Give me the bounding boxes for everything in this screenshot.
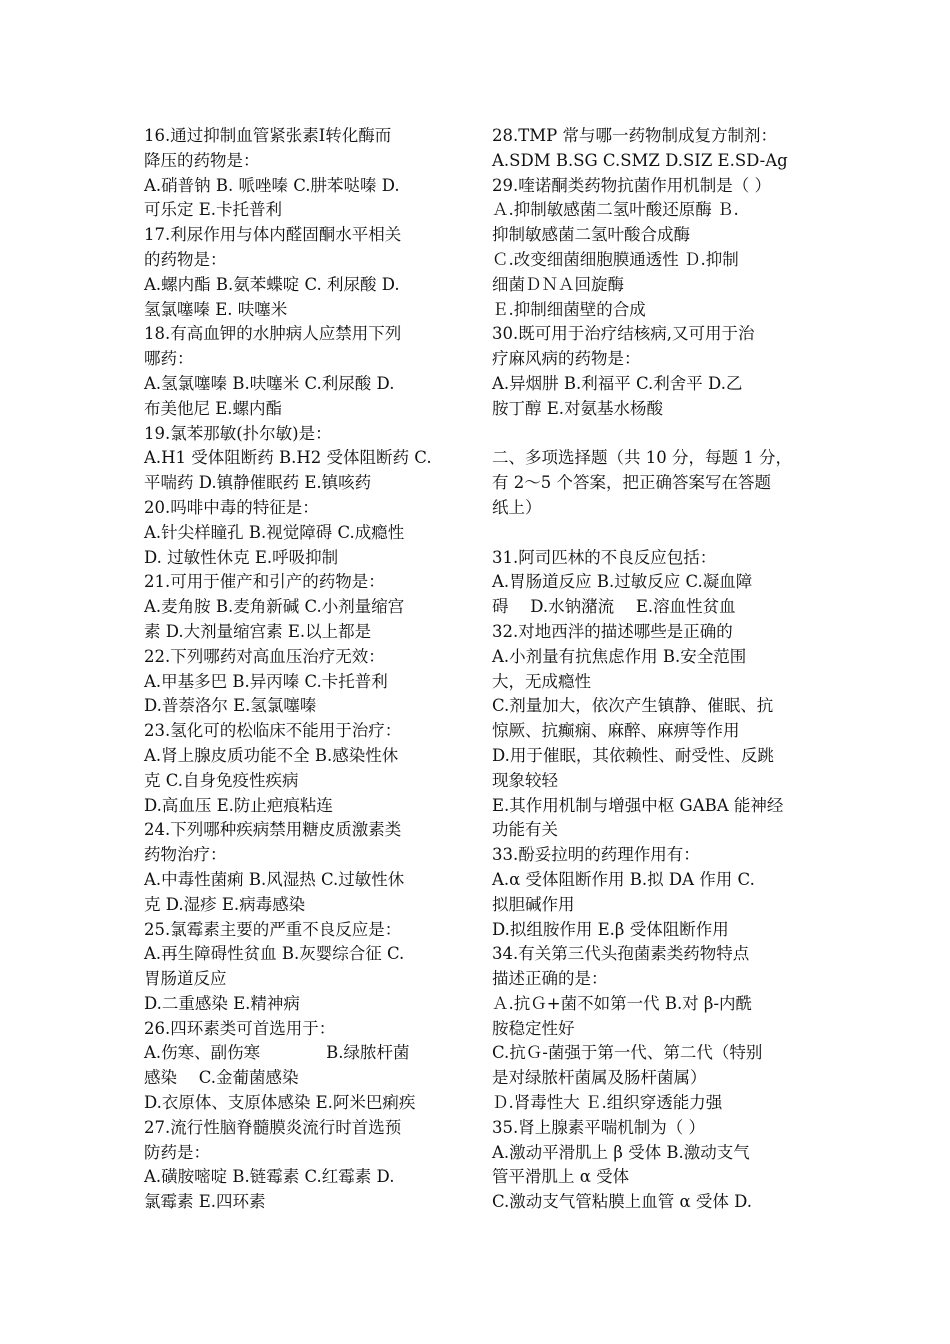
text-line: 氢氯噻嗪 E. 呋噻米 bbox=[144, 299, 288, 319]
text-line: Ａ.抗Ｇ+菌不如第一代 B.对 β-内酰 bbox=[492, 993, 753, 1013]
text-line: 氯霉素 E.四环素 bbox=[144, 1192, 266, 1212]
text-line: A.甲基多巴 B.异丙嗪 C.卡托普利 bbox=[144, 671, 388, 691]
text-line: 平喘药 D.镇静催眠药 E.镇咳药 bbox=[144, 473, 372, 493]
text-line: 二、多项选择题（共 10 分，每题 1 分， bbox=[492, 448, 792, 468]
text-line: 30.既可用于治疗结核病,又可用于治 bbox=[492, 324, 755, 344]
text-line: A.小剂量有抗焦虑作用 B.安全范围 bbox=[492, 646, 747, 666]
text-line: 碍 D.水钠潴流 E.溶血性贫血 bbox=[492, 597, 736, 617]
text-line: 现象较轻 bbox=[492, 770, 558, 790]
text-line: A.伤寒、副伤寒 B.绿脓杆菌 bbox=[144, 1043, 410, 1063]
text-line: 功能有关 bbox=[492, 820, 558, 840]
text-line: 感染 C.金葡菌感染 bbox=[144, 1068, 299, 1088]
text-line: 17.利尿作用与体内醛固酮水平相关 bbox=[144, 225, 402, 245]
text-line bbox=[492, 422, 810, 447]
text-line: A.中毒性菌痢 B.风湿热 C.过敏性休 bbox=[144, 869, 405, 889]
text-line: 19.氯苯那敏(扑尔敏)是： bbox=[144, 423, 332, 443]
text-line: 细菌ＤＮＡ回旋酶 bbox=[492, 274, 624, 294]
text-line: A.硝普钠 B. 哌唑嗪 C.肼苯哒嗪 D. bbox=[144, 175, 400, 195]
text-line: A.H1 受体阻断药 B.H2 受体阻断药 C. bbox=[144, 448, 432, 468]
text-line: A.α 受体阻断作用 B.拟 DA 作用 C. bbox=[492, 869, 755, 889]
text-line: 胃肠道反应 bbox=[144, 969, 227, 989]
text-line: Ｅ.抑制细菌壁的合成 bbox=[492, 299, 646, 319]
text-line: 纸上） bbox=[492, 497, 542, 517]
text-line: D.衣原体、支原体感染 E.阿米巴痢疾 bbox=[144, 1093, 416, 1113]
text-line: 23.氢化可的松临床不能用于治疗： bbox=[144, 721, 402, 741]
text-line: 24.下列哪种疾病禁用糖皮质激素类 bbox=[144, 820, 402, 840]
text-line: 18.有高血钾的水肿病人应禁用下列 bbox=[144, 324, 402, 344]
text-line: A.氢氯噻嗪 B.呋噻米 C.利尿酸 D. bbox=[144, 373, 395, 393]
text-line: 31.阿司匹林的不良反应包括： bbox=[492, 547, 717, 567]
text-line: 可乐定 E.卡托普利 bbox=[144, 200, 283, 220]
text-line: C.抗Ｇ-菌强于第一代、第二代（特别 bbox=[492, 1043, 763, 1063]
text-line: 26.四环素类可首选用于： bbox=[144, 1018, 336, 1038]
text-line: 哪药： bbox=[144, 349, 194, 369]
text-line: 大，无成瘾性 bbox=[492, 671, 591, 691]
text-line: 25.氯霉素主要的严重不良反应是： bbox=[144, 919, 402, 939]
text-line: 34.有关第三代头孢菌素类药物特点 bbox=[492, 944, 750, 964]
text-line: 20.吗啡中毒的特征是： bbox=[144, 497, 319, 517]
text-line: 的药物是： bbox=[144, 249, 227, 269]
text-line: A.磺胺嘧啶 B.链霉素 C.红霉素 D. bbox=[144, 1167, 395, 1187]
text-line: Ｄ.肾毒性大 Ｅ.组织穿透能力强 bbox=[492, 1093, 723, 1113]
text-line: D.普萘洛尔 E.氢氯噻嗪 bbox=[144, 696, 317, 716]
text-line: 药物治疗： bbox=[144, 845, 227, 865]
text-line: Ａ.抑制敏感菌二氢叶酸还原酶 Ｂ. bbox=[492, 200, 739, 220]
text-line: 35.肾上腺素平喘机制为（ ） bbox=[492, 1117, 705, 1137]
text-line: 克 C.自身免疫性疾病 bbox=[144, 770, 299, 790]
text-line: 描述正确的是： bbox=[492, 969, 608, 989]
text-line: 27.流行性脑脊髓膜炎流行时首选预 bbox=[144, 1117, 402, 1137]
text-line: 疗麻风病的药物是： bbox=[492, 349, 641, 369]
text-line: 29.喹诺酮类药物抗菌作用机制是（ ） bbox=[492, 175, 771, 195]
text-line: A.SDM B.SG C.SMZ D.SIZ E.SD-Ag bbox=[492, 150, 788, 170]
text-line: 降压的药物是： bbox=[144, 150, 260, 170]
text-line: 胺稳定性好 bbox=[492, 1018, 575, 1038]
text-line: C.激动支气管粘膜上血管 α 受体 D. bbox=[492, 1192, 753, 1212]
text-line: A.麦角胺 B.麦角新碱 C.小剂量缩宫 bbox=[144, 597, 405, 617]
text-line: D.二重感染 E.精神病 bbox=[144, 993, 300, 1013]
text-line bbox=[492, 521, 810, 546]
text-line: 胺丁醇 E.对氨基水杨酸 bbox=[492, 398, 664, 418]
text-line: 有 2～5 个答案，把正确答案写在答题 bbox=[492, 473, 771, 493]
text-line: 布美他尼 E.螺内酯 bbox=[144, 398, 283, 418]
text-line: 33.酚妥拉明的药理作用有： bbox=[492, 845, 700, 865]
text-line: 16.通过抑制血管紧张素Ⅰ转化酶而 bbox=[144, 126, 392, 145]
text-line: A.异烟肼 B.利福平 C.利舍平 D.乙 bbox=[492, 373, 743, 393]
text-line: A.胃肠道反应 B.过敏反应 C.凝血障 bbox=[492, 572, 753, 592]
text-line: Ｃ.改变细菌细胞膜通透性 Ｄ.抑制 bbox=[492, 249, 739, 269]
text-line: 防药是： bbox=[144, 1142, 210, 1162]
text-line: A.螺内酯 B.氨苯蝶啶 C. 利尿酸 D. bbox=[144, 274, 400, 294]
text-line: D. 过敏性休克 E.呼吸抑制 bbox=[144, 547, 339, 567]
text-line: 22.下列哪药对高血压治疗无效： bbox=[144, 646, 385, 666]
text-line: A.针尖样瞳孔 B.视觉障碍 C.成瘾性 bbox=[144, 522, 405, 542]
text-line: 32.对地西泮的描述哪些是正确的 bbox=[492, 621, 733, 641]
text-line: E.其作用机制与增强中枢 GABA 能神经 bbox=[492, 795, 784, 815]
text-line: 素 D.大剂量缩宫素 E.以上都是 bbox=[144, 621, 372, 641]
text-line: 28.TMP 常与哪一药物制成复方制剂： bbox=[492, 126, 777, 145]
text-line: A.再生障碍性贫血 B.灰婴综合征 C. bbox=[144, 944, 405, 964]
text-line: D.用于催眠，其依赖性、耐受性、反跳 bbox=[492, 745, 774, 765]
text-line: A.肾上腺皮质功能不全 B.感染性休 bbox=[144, 745, 399, 765]
text-line: 是对绿脓杆菌属及肠杆菌属） bbox=[492, 1068, 707, 1088]
text-line: 克 D.湿疹 E.病毒感染 bbox=[144, 894, 306, 914]
right-column bbox=[492, 124, 810, 1215]
text-line: 拟胆碱作用 bbox=[492, 894, 575, 914]
text-line: 21.可用于催产和引产的药物是： bbox=[144, 572, 385, 592]
left-column bbox=[144, 124, 462, 1215]
text-line: 管平滑肌上 α 受体 bbox=[492, 1167, 630, 1187]
text-line: D.拟组胺作用 E.β 受体阻断作用 bbox=[492, 919, 729, 939]
text-line: 惊厥、抗癫痫、麻醉、麻痹等作用 bbox=[492, 721, 740, 741]
text-line: A.激动平滑肌上 β 受体 B.激动支气 bbox=[492, 1142, 750, 1162]
text-line: D.高血压 E.防止疤痕粘连 bbox=[144, 795, 333, 815]
text-line: 抑制敏感菌二氢叶酸合成酶 bbox=[492, 225, 690, 245]
text-line: C.剂量加大，依次产生镇静、催眠、抗 bbox=[492, 696, 774, 716]
